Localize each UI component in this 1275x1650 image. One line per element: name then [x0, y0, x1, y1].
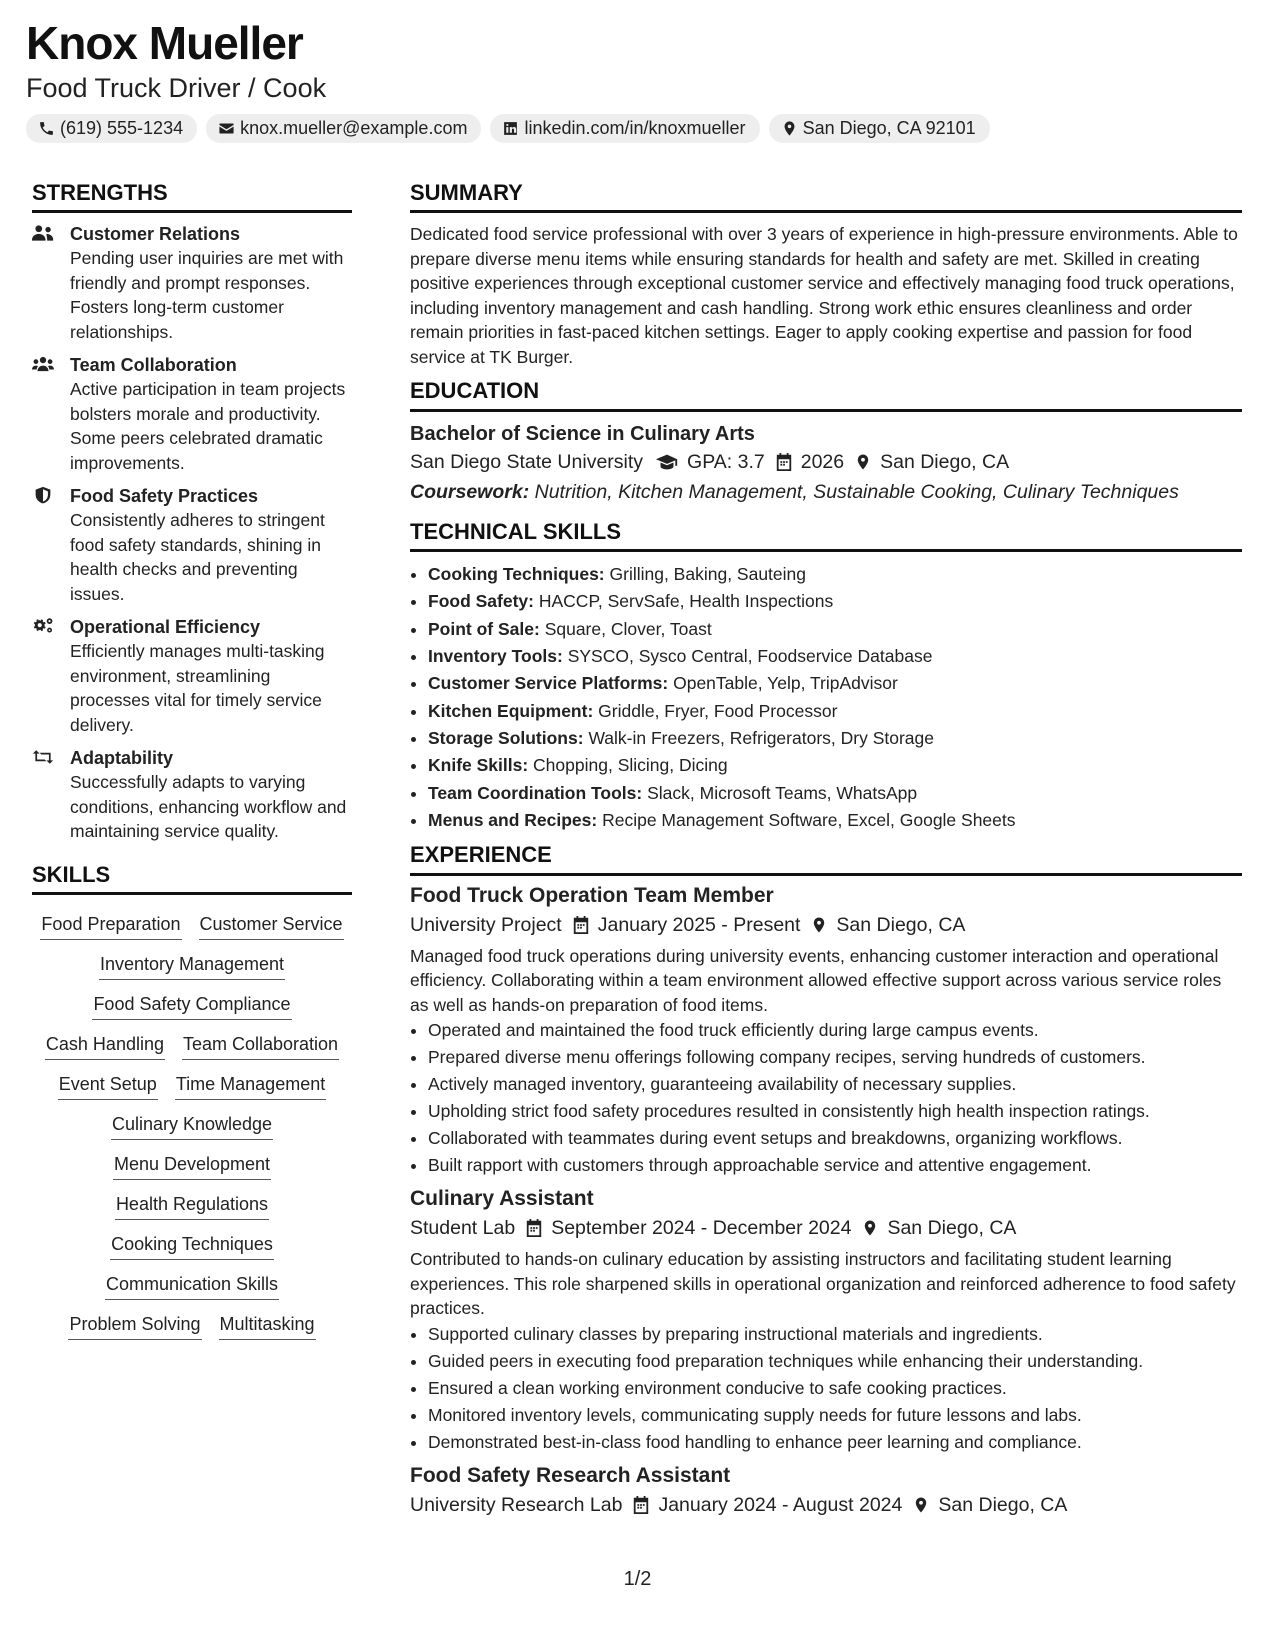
skill-chip: Culinary Knowledge — [111, 1110, 273, 1140]
job-meta — [410, 1213, 1242, 1243]
education-meta — [410, 447, 1242, 477]
linkedin-text: linkedin.com/in/knoxmueller — [524, 117, 746, 138]
coursework-list: Nutrition, Kitchen Management, Sustainable Cooking, Culinary Techniques — [534, 480, 1179, 503]
map-pin-icon — [861, 1218, 879, 1238]
list-item — [428, 698, 1242, 725]
calendar-icon — [775, 452, 793, 472]
list-item: • Upholding strict food safety procedures resulted in consistently high health inspection ratings. — [428, 1098, 1242, 1125]
shield-icon — [32, 486, 54, 504]
education-heading: EDUCATION — [410, 378, 1242, 411]
candidate-name: Knox Mueller — [26, 17, 303, 69]
skills-heading: SKILLS — [32, 862, 352, 895]
list-item: • Guided peers in executing food preparation techniques while enhancing their understanding. — [428, 1348, 1242, 1375]
handshake-users-icon — [32, 224, 54, 242]
job-meta — [410, 1490, 1242, 1520]
job-bullets — [410, 1321, 1242, 1456]
skill-value: Walk-in Freezers, Refrigerators, Dry Storage — [588, 727, 934, 748]
experience-heading: EXPERIENCE — [410, 842, 1242, 875]
job-entry — [410, 1462, 1242, 1520]
list-item — [428, 725, 1242, 752]
list-item — [428, 561, 1242, 588]
strength-item — [32, 484, 352, 606]
summary-heading: SUMMARY — [410, 180, 1242, 213]
map-pin-icon — [854, 452, 872, 472]
job-entry — [410, 882, 1242, 1180]
list-item — [428, 588, 1242, 615]
phone-text: (619) 555-1234 — [60, 117, 184, 138]
skill-label: Inventory Tools: — [428, 646, 563, 667]
skill-label: Customer Service Platforms: — [428, 673, 669, 694]
job-description: Contributed to hands-on culinary education by assisting instructors and facilitating student learning experiences. This role sharpened skills in operational organization and reinforced adherence to food safety practices. — [410, 1249, 1236, 1319]
strength-item — [32, 615, 352, 737]
skill-label: Point of Sale: — [428, 618, 540, 639]
strength-title: Operational Efficiency — [70, 617, 261, 638]
list-item — [428, 752, 1242, 779]
page-number: 1/2 — [623, 1568, 652, 1590]
strength-desc: Successfully adapts to varying conditions, enhancing workflow and maintaining service quality. — [70, 772, 347, 842]
job-dates: January 2024 - August 2024 — [658, 1493, 903, 1516]
skill-value: Grilling, Baking, Sauteing — [609, 564, 806, 585]
location-text: San Diego, CA 92101 — [802, 117, 976, 138]
retweet-icon — [32, 748, 54, 766]
skill-chip: Food Preparation — [40, 910, 181, 940]
strength-item — [32, 746, 352, 844]
technical-skills-list — [410, 561, 1242, 834]
job-org: University Research Lab — [410, 1493, 623, 1516]
coursework — [410, 477, 1242, 507]
right-column — [410, 180, 1242, 1526]
job-location: San Diego, CA — [938, 1493, 1068, 1516]
skill-value: Griddle, Fryer, Food Processor — [598, 700, 838, 721]
left-column — [32, 180, 352, 1340]
skill-chip: Time Management — [175, 1070, 326, 1100]
list-item — [428, 807, 1242, 834]
job-org: University Project — [410, 913, 562, 936]
job-location: San Diego, CA — [836, 913, 966, 936]
list-item: • Prepared diverse menu offerings following company recipes, serving hundreds of customers. — [428, 1044, 1242, 1071]
skill-chip: Customer Service — [199, 910, 344, 940]
map-pin-icon — [781, 120, 798, 137]
list-item — [428, 670, 1242, 697]
list-item: • Ensured a clean working environment conducive to safe cooking practices. — [428, 1375, 1242, 1402]
skills-section — [32, 862, 352, 1340]
skill-label: Storage Solutions: — [428, 727, 584, 748]
list-item — [428, 643, 1242, 670]
skill-value: Recipe Management Software, Excel, Google Sheets — [602, 809, 1016, 830]
list-item: • Actively managed inventory, guaranteeing availability of necessary supplies. — [428, 1071, 1242, 1098]
strength-item — [32, 222, 352, 344]
list-item: • Collaborated with teammates during event setups and breakdowns, organizing workflows. — [428, 1125, 1242, 1152]
list-item: • Operated and maintained the food truck efficiently during large campus events. — [428, 1017, 1242, 1044]
summary-text: Dedicated food service professional with over 3 years of experience in high-pressure environments. Able to prepare diverse menu items while ensuring standards for health and safety are met. Skilled in creating positive experiences through exceptional customer service and effectively managing food truck operations, including inventory management and cash handling. Strong work ethic ensures cleanliness and order remain priorities in fast-paced kitchen settings. Eager to apply cooking expertise and passion for food service at TK Burger. — [410, 224, 1238, 367]
map-pin-icon — [810, 915, 828, 935]
skill-chip: Health Regulations — [115, 1190, 269, 1220]
skill-chip: Event Setup — [58, 1070, 158, 1100]
calendar-icon — [572, 915, 590, 935]
skill-chip: Cooking Techniques — [110, 1230, 274, 1260]
job-title: Food Safety Research Assistant — [410, 1463, 731, 1487]
list-item: • Demonstrated best-in-class food handling to enhance peer learning and compliance. — [428, 1429, 1242, 1456]
degree-title: Bachelor of Science in Culinary Arts — [410, 422, 755, 445]
skill-chip: Problem Solving — [68, 1310, 201, 1340]
skill-value: SYSCO, Sysco Central, Foodservice Database — [567, 646, 933, 667]
skill-label: Kitchen Equipment: — [428, 700, 594, 721]
job-dates: January 2025 - Present — [597, 913, 801, 936]
strength-title: Customer Relations — [70, 224, 241, 245]
grad-year: 2026 — [800, 450, 845, 473]
list-item — [428, 780, 1242, 807]
linkedin-icon — [502, 120, 519, 137]
candidate-title: Food Truck Driver / Cook — [26, 73, 327, 103]
strengths-heading: STRENGTHS — [32, 180, 352, 213]
map-pin-icon — [912, 1495, 930, 1515]
skill-label: Food Safety: — [428, 591, 534, 612]
gears-icon — [32, 617, 54, 635]
coursework-label: Coursework: — [410, 480, 530, 503]
skill-chip: Food Safety Compliance — [92, 990, 291, 1020]
skill-chip: Multitasking — [219, 1310, 316, 1340]
strength-title: Adaptability — [70, 748, 174, 769]
strength-item — [32, 353, 352, 475]
skill-chip: Team Collaboration — [182, 1030, 339, 1060]
skill-value: Chopping, Slicing, Dicing — [533, 755, 728, 776]
skill-chip: Inventory Management — [99, 950, 285, 980]
job-org: Student Lab — [410, 1217, 516, 1240]
calendar-icon — [632, 1495, 650, 1515]
group-icon — [32, 355, 54, 373]
strength-desc: Pending user inquiries are met with friendly and prompt responses. Fosters long-term customer relationships. — [70, 248, 344, 342]
contact-phone[interactable] — [26, 114, 197, 143]
job-dates: September 2024 - December 2024 — [551, 1217, 852, 1240]
job-description: Managed food truck operations during university events, enhancing customer interaction and operational efficiency. Collaborating within a team environment allowed effective support across various service roles as well as hands-on preparation of food items. — [410, 945, 1222, 1015]
job-title: Food Truck Operation Team Member — [410, 883, 774, 907]
job-entry — [410, 1185, 1242, 1456]
job-bullets — [410, 1017, 1242, 1179]
contact-linkedin[interactable] — [490, 114, 759, 143]
school-name: San Diego State University — [410, 450, 644, 473]
strength-desc: Efficiently manages multi-tasking environment, streamlining processes vital for timely service delivery. — [70, 641, 325, 735]
list-item: • Built rapport with customers through approachable service and attentive engagement. — [428, 1152, 1242, 1179]
skill-chip: Communication Skills — [105, 1270, 279, 1300]
skill-chip: Cash Handling — [45, 1030, 165, 1060]
list-item: • Monitored inventory levels, communicating supply needs for future lessons and labs. — [428, 1402, 1242, 1429]
envelope-icon — [218, 120, 235, 137]
email-text: knox.mueller@example.com — [240, 117, 468, 138]
strength-desc: Consistently adheres to stringent food safety standards, shining in health checks and preventing issues. — [70, 510, 325, 604]
graduation-cap-icon — [655, 452, 679, 472]
job-meta — [410, 910, 1242, 940]
skill-label: Menus and Recipes: — [428, 809, 598, 830]
skill-chip: Menu Development — [113, 1150, 271, 1180]
skill-value: OpenTable, Yelp, TripAdvisor — [673, 673, 898, 694]
job-title: Culinary Assistant — [410, 1187, 594, 1211]
skill-value: HACCP, ServSafe, Health Inspections — [538, 591, 834, 612]
job-location: San Diego, CA — [887, 1217, 1017, 1240]
strength-title: Team Collaboration — [70, 355, 237, 376]
skill-value: Slack, Microsoft Teams, WhatsApp — [647, 782, 918, 803]
strength-title: Food Safety Practices — [70, 486, 259, 507]
education-location: San Diego, CA — [880, 450, 1010, 473]
experience-section — [410, 842, 1242, 1519]
calendar-icon — [525, 1218, 543, 1238]
skill-label: Team Coordination Tools: — [428, 782, 643, 803]
phone-icon — [38, 120, 55, 137]
contact-location — [769, 114, 990, 143]
list-item: • Supported culinary classes by preparing instructional materials and ingredients. — [428, 1321, 1242, 1348]
contact-email[interactable] — [206, 114, 481, 143]
gpa-text: GPA: 3.7 — [687, 450, 765, 473]
skills-list — [32, 904, 352, 1340]
strength-desc: Active participation in team projects bolsters morale and productivity. Some peers celebrated dramatic improvements. — [70, 379, 346, 473]
skill-label: Knife Skills: — [428, 755, 529, 776]
technical-skills-heading: TECHNICAL SKILLS — [410, 519, 1242, 552]
skill-value: Square, Clover, Toast — [544, 618, 712, 639]
skill-label: Cooking Techniques: — [428, 564, 605, 585]
list-item — [428, 616, 1242, 643]
contact-bar — [26, 114, 990, 143]
